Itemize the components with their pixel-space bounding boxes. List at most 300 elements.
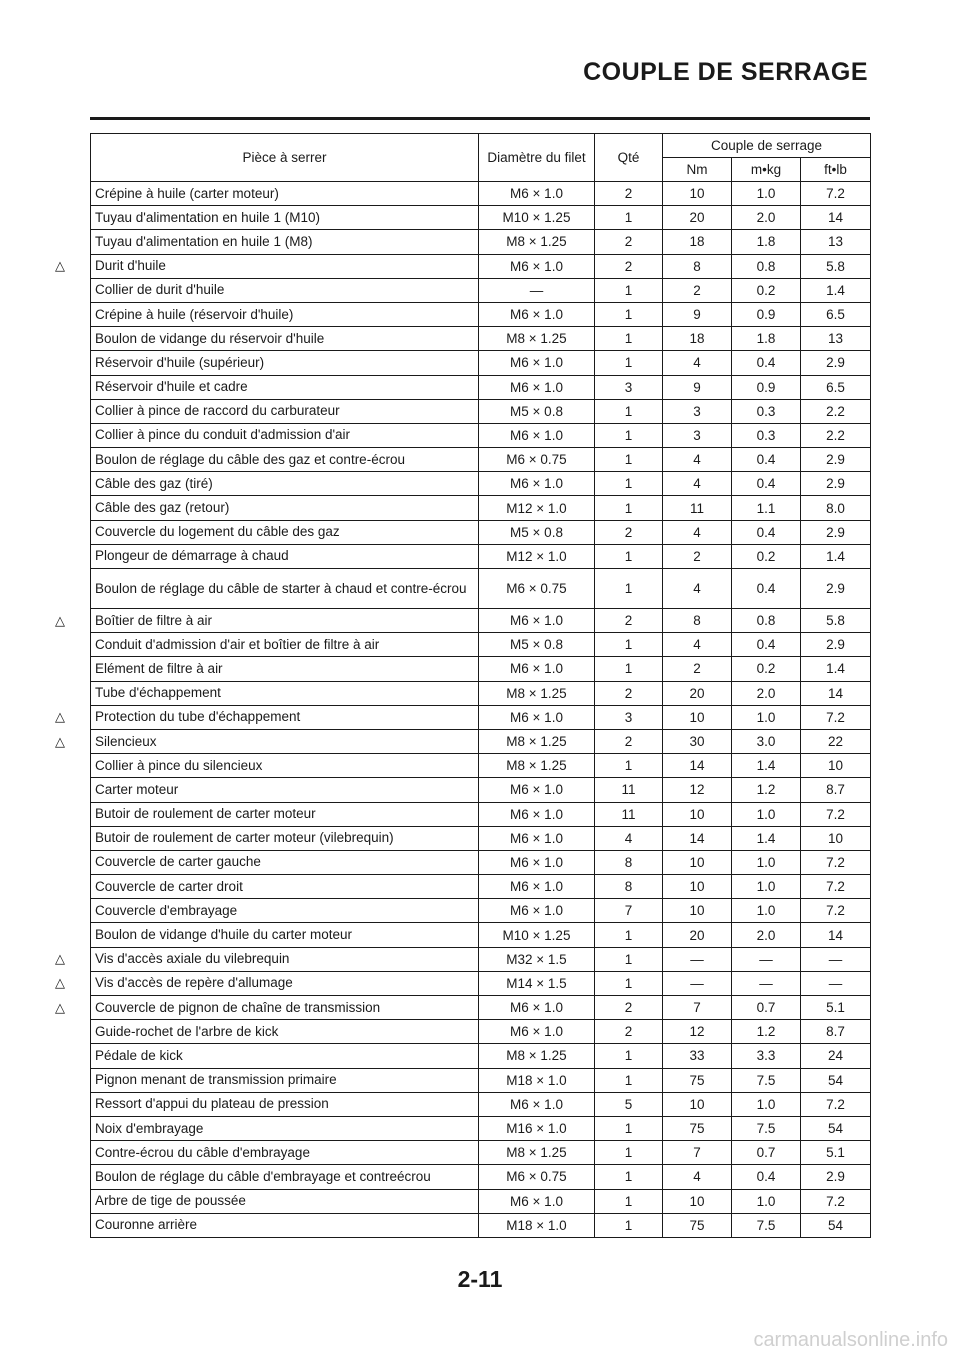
table-row bbox=[91, 681, 871, 705]
ftlb-cell: 5.8 bbox=[801, 254, 871, 278]
mkg-cell: 0.4 bbox=[732, 448, 801, 472]
ftlb-cell: — bbox=[801, 947, 871, 971]
qty-cell: 1 bbox=[595, 657, 663, 681]
table-row bbox=[91, 754, 871, 778]
part-name: Collier à pince de raccord du carburateur bbox=[95, 403, 340, 419]
nm-cell: 8 bbox=[663, 254, 732, 278]
mkg-cell: 1.2 bbox=[732, 778, 801, 802]
table-row bbox=[91, 1141, 871, 1165]
qty-cell: 1 bbox=[595, 423, 663, 447]
thread-cell: M12 × 1.0 bbox=[479, 496, 595, 520]
table-row bbox=[91, 1092, 871, 1116]
ftlb-cell: 14 bbox=[801, 681, 871, 705]
table-row bbox=[91, 351, 871, 375]
part-name-cell bbox=[91, 1213, 479, 1237]
col-header-qty: Qté bbox=[595, 134, 663, 182]
mkg-cell: 0.4 bbox=[732, 569, 801, 609]
ftlb-cell: 2.9 bbox=[801, 569, 871, 609]
nm-cell: 10 bbox=[663, 875, 732, 899]
part-name-cell bbox=[55, 609, 479, 633]
nm-cell: 4 bbox=[663, 351, 732, 375]
part-name-cell bbox=[55, 729, 479, 753]
qty-cell: 1 bbox=[595, 971, 663, 995]
part-name: Tube d'échappement bbox=[95, 685, 221, 701]
nm-cell: 4 bbox=[663, 1165, 732, 1189]
mkg-cell: 1.0 bbox=[732, 1189, 801, 1213]
part-name-cell bbox=[91, 850, 479, 874]
table-row bbox=[91, 1213, 871, 1237]
nm-cell: 3 bbox=[663, 423, 732, 447]
part-name-cell bbox=[91, 472, 479, 496]
nm-cell: 12 bbox=[663, 1020, 732, 1044]
qty-cell: 2 bbox=[595, 681, 663, 705]
ftlb-cell: 24 bbox=[801, 1044, 871, 1068]
ftlb-cell: 5.1 bbox=[801, 1141, 871, 1165]
nm-cell: 10 bbox=[663, 705, 732, 729]
table-row bbox=[91, 569, 871, 609]
col-header-ftlb: ft•lb bbox=[801, 158, 871, 182]
ftlb-cell: 54 bbox=[801, 1213, 871, 1237]
thread-cell: M6 × 1.0 bbox=[479, 375, 595, 399]
qty-cell: 1 bbox=[595, 1068, 663, 1092]
mkg-cell: 1.2 bbox=[732, 1020, 801, 1044]
thread-cell: M10 × 1.25 bbox=[479, 923, 595, 947]
part-name-cell bbox=[91, 1044, 479, 1068]
ftlb-cell: 2.9 bbox=[801, 1165, 871, 1189]
thread-cell: M5 × 0.8 bbox=[479, 633, 595, 657]
part-name: Guide-rochet de l'arbre de kick bbox=[95, 1023, 279, 1039]
nm-cell: 10 bbox=[663, 1189, 732, 1213]
mkg-cell: 2.0 bbox=[732, 923, 801, 947]
mkg-cell: 0.2 bbox=[732, 278, 801, 302]
ftlb-cell: 7.2 bbox=[801, 182, 871, 206]
nm-cell: 11 bbox=[663, 496, 732, 520]
part-name-cell bbox=[91, 230, 479, 254]
mkg-cell: 3.3 bbox=[732, 1044, 801, 1068]
ftlb-cell: 2.9 bbox=[801, 520, 871, 544]
part-name: Pignon menant de transmission primaire bbox=[95, 1072, 337, 1088]
table-row bbox=[91, 302, 871, 326]
part-name: Couvercle de pignon de chaîne de transmission bbox=[95, 999, 381, 1015]
part-name: Boulon de réglage du câble de starter à chaud et contre-écrou bbox=[95, 580, 467, 596]
part-name: Câble des gaz (retour) bbox=[95, 500, 230, 516]
mkg-cell: 1.0 bbox=[732, 899, 801, 923]
part-name-cell bbox=[91, 899, 479, 923]
qty-cell: 2 bbox=[595, 729, 663, 753]
triangle-mark-icon: △ bbox=[55, 975, 65, 991]
thread-cell: M6 × 0.75 bbox=[479, 569, 595, 609]
nm-cell: 20 bbox=[663, 923, 732, 947]
mkg-cell: — bbox=[732, 971, 801, 995]
nm-cell: 4 bbox=[663, 472, 732, 496]
qty-cell: 1 bbox=[595, 1213, 663, 1237]
ftlb-cell: 1.4 bbox=[801, 657, 871, 681]
table-row bbox=[91, 1044, 871, 1068]
col-header-mkg: m•kg bbox=[732, 158, 801, 182]
qty-cell: 1 bbox=[595, 206, 663, 230]
mkg-cell: 1.4 bbox=[732, 826, 801, 850]
table-row bbox=[91, 996, 871, 1020]
mkg-cell: 2.0 bbox=[732, 206, 801, 230]
part-name-cell bbox=[91, 923, 479, 947]
thread-cell: M6 × 1.0 bbox=[479, 899, 595, 923]
mkg-cell: 1.0 bbox=[732, 705, 801, 729]
part-name: Couvercle de carter droit bbox=[95, 878, 243, 894]
mkg-cell: 3.0 bbox=[732, 729, 801, 753]
table-row bbox=[91, 1189, 871, 1213]
thread-cell: M6 × 1.0 bbox=[479, 778, 595, 802]
part-name-cell bbox=[91, 544, 479, 568]
qty-cell: 1 bbox=[595, 1141, 663, 1165]
qty-cell: 3 bbox=[595, 375, 663, 399]
qty-cell: 8 bbox=[595, 875, 663, 899]
nm-cell: 10 bbox=[663, 802, 732, 826]
mkg-cell: 0.2 bbox=[732, 657, 801, 681]
qty-cell: 7 bbox=[595, 899, 663, 923]
ftlb-cell: — bbox=[801, 971, 871, 995]
thread-cell: M8 × 1.25 bbox=[479, 1044, 595, 1068]
mkg-cell: 1.0 bbox=[732, 802, 801, 826]
table-row bbox=[91, 472, 871, 496]
thread-cell: M6 × 1.0 bbox=[479, 850, 595, 874]
ftlb-cell: 5.8 bbox=[801, 609, 871, 633]
mkg-cell: 1.0 bbox=[732, 182, 801, 206]
qty-cell: 2 bbox=[595, 182, 663, 206]
mkg-cell: 1.1 bbox=[732, 496, 801, 520]
qty-cell: 1 bbox=[595, 278, 663, 302]
mkg-cell: 0.8 bbox=[732, 254, 801, 278]
page-number: 2-11 bbox=[457, 1266, 503, 1292]
triangle-mark-icon: △ bbox=[55, 612, 65, 628]
qty-cell: 1 bbox=[595, 569, 663, 609]
part-name: Plongeur de démarrage à chaud bbox=[95, 548, 289, 564]
table-row bbox=[91, 850, 871, 874]
ftlb-cell: 14 bbox=[801, 206, 871, 230]
mkg-cell: 0.9 bbox=[732, 375, 801, 399]
table-row bbox=[91, 875, 871, 899]
ftlb-cell: 14 bbox=[801, 923, 871, 947]
thread-cell: M6 × 1.0 bbox=[479, 1092, 595, 1116]
table-row bbox=[91, 230, 871, 254]
part-name-cell bbox=[91, 754, 479, 778]
mkg-cell: 1.8 bbox=[732, 327, 801, 351]
ftlb-cell: 10 bbox=[801, 826, 871, 850]
ftlb-cell: 8.0 bbox=[801, 496, 871, 520]
part-name-cell bbox=[91, 569, 479, 609]
part-name: Collier de durit d'huile bbox=[95, 282, 225, 298]
part-name-cell bbox=[91, 1165, 479, 1189]
col-header-thread: Diamètre du filet bbox=[479, 134, 595, 182]
ftlb-cell: 7.2 bbox=[801, 1189, 871, 1213]
part-name: Arbre de tige de poussée bbox=[95, 1193, 246, 1209]
qty-cell: 1 bbox=[595, 947, 663, 971]
nm-cell: 75 bbox=[663, 1116, 732, 1140]
ftlb-cell: 2.9 bbox=[801, 472, 871, 496]
qty-cell: 1 bbox=[595, 351, 663, 375]
part-name-cell bbox=[91, 206, 479, 230]
thread-cell: M6 × 1.0 bbox=[479, 705, 595, 729]
table-body bbox=[55, 182, 871, 1238]
qty-cell: 1 bbox=[595, 472, 663, 496]
nm-cell: 4 bbox=[663, 633, 732, 657]
qty-cell: 1 bbox=[595, 923, 663, 947]
qty-cell: 11 bbox=[595, 778, 663, 802]
thread-cell: M6 × 1.0 bbox=[479, 875, 595, 899]
mkg-cell: 7.5 bbox=[732, 1213, 801, 1237]
thread-cell: M10 × 1.25 bbox=[479, 206, 595, 230]
ftlb-cell: 7.2 bbox=[801, 802, 871, 826]
ftlb-cell: 2.9 bbox=[801, 351, 871, 375]
table-row bbox=[91, 375, 871, 399]
ftlb-cell: 1.4 bbox=[801, 278, 871, 302]
table-row bbox=[91, 1068, 871, 1092]
thread-cell: M6 × 1.0 bbox=[479, 254, 595, 278]
ftlb-cell: 1.4 bbox=[801, 544, 871, 568]
mkg-cell: 1.8 bbox=[732, 230, 801, 254]
triangle-mark-icon: △ bbox=[55, 999, 65, 1015]
part-name-cell bbox=[91, 182, 479, 206]
part-name: Silencieux bbox=[95, 733, 157, 749]
mkg-cell: 7.5 bbox=[732, 1068, 801, 1092]
part-name-cell bbox=[91, 423, 479, 447]
qty-cell: 1 bbox=[595, 327, 663, 351]
part-name: Boulon de réglage du câble des gaz et contre-écrou bbox=[95, 451, 405, 467]
qty-cell: 2 bbox=[595, 254, 663, 278]
qty-cell: 1 bbox=[595, 1165, 663, 1189]
part-name: Collier à pince du conduit d'admission d'air bbox=[95, 427, 351, 443]
nm-cell: 30 bbox=[663, 729, 732, 753]
qty-cell: 11 bbox=[595, 802, 663, 826]
nm-cell: 9 bbox=[663, 302, 732, 326]
thread-cell: M8 × 1.25 bbox=[479, 729, 595, 753]
qty-cell: 8 bbox=[595, 850, 663, 874]
qty-cell: 2 bbox=[595, 230, 663, 254]
table-row bbox=[91, 705, 871, 729]
part-name-cell bbox=[91, 633, 479, 657]
nm-cell: 10 bbox=[663, 899, 732, 923]
part-name: Butoir de roulement de carter moteur bbox=[95, 806, 316, 822]
qty-cell: 1 bbox=[595, 302, 663, 326]
part-name-cell bbox=[91, 351, 479, 375]
nm-cell: 75 bbox=[663, 1068, 732, 1092]
thread-cell: — bbox=[479, 278, 595, 302]
part-name: Collier à pince du silencieux bbox=[95, 757, 263, 773]
mkg-cell: 1.0 bbox=[732, 875, 801, 899]
qty-cell: 4 bbox=[595, 826, 663, 850]
part-name: Vis d'accès de repère d'allumage bbox=[95, 975, 293, 991]
mkg-cell: 0.4 bbox=[732, 1165, 801, 1189]
triangle-mark-icon: △ bbox=[55, 733, 65, 749]
table-row bbox=[91, 923, 871, 947]
table-row bbox=[91, 496, 871, 520]
table-row bbox=[91, 947, 871, 971]
part-name-cell bbox=[91, 657, 479, 681]
part-name: Boulon de vidange d'huile du carter moteur bbox=[95, 927, 352, 943]
thread-cell: M6 × 1.0 bbox=[479, 996, 595, 1020]
part-name-cell bbox=[91, 1020, 479, 1044]
part-name-cell bbox=[55, 254, 479, 278]
part-name-cell bbox=[91, 1116, 479, 1140]
part-name-cell bbox=[91, 1141, 479, 1165]
thread-cell: M8 × 1.25 bbox=[479, 230, 595, 254]
part-name: Contre-écrou du câble d'embrayage bbox=[95, 1144, 310, 1160]
table-row bbox=[91, 826, 871, 850]
part-name-cell bbox=[55, 971, 479, 995]
table-row bbox=[91, 778, 871, 802]
nm-cell: 18 bbox=[663, 327, 732, 351]
mkg-cell: 0.3 bbox=[732, 423, 801, 447]
table-row bbox=[91, 1020, 871, 1044]
qty-cell: 3 bbox=[595, 705, 663, 729]
nm-cell: 10 bbox=[663, 850, 732, 874]
nm-cell: 2 bbox=[663, 657, 732, 681]
part-name-cell bbox=[91, 826, 479, 850]
thread-cell: M6 × 1.0 bbox=[479, 302, 595, 326]
part-name: Câble des gaz (tiré) bbox=[95, 475, 213, 491]
part-name-cell bbox=[91, 278, 479, 302]
ftlb-cell: 10 bbox=[801, 754, 871, 778]
mkg-cell: 0.4 bbox=[732, 633, 801, 657]
part-name: Boulon de réglage du câble d'embrayage et contreécrou bbox=[95, 1168, 431, 1184]
thread-cell: M32 × 1.5 bbox=[479, 947, 595, 971]
mkg-cell: — bbox=[732, 947, 801, 971]
ftlb-cell: 54 bbox=[801, 1068, 871, 1092]
mkg-cell: 0.9 bbox=[732, 302, 801, 326]
qty-cell: 5 bbox=[595, 1092, 663, 1116]
part-name: Tuyau d'alimentation en huile 1 (M8) bbox=[95, 233, 313, 249]
part-name: Noix d'embrayage bbox=[95, 1120, 204, 1136]
ftlb-cell: 7.2 bbox=[801, 705, 871, 729]
part-name-cell bbox=[91, 1092, 479, 1116]
qty-cell: 1 bbox=[595, 754, 663, 778]
ftlb-cell: 7.2 bbox=[801, 850, 871, 874]
triangle-mark-icon: △ bbox=[55, 258, 65, 274]
thread-cell: M6 × 1.0 bbox=[479, 182, 595, 206]
thread-cell: M8 × 1.25 bbox=[479, 681, 595, 705]
thread-cell: M5 × 0.8 bbox=[479, 399, 595, 423]
part-name: Protection du tube d'échappement bbox=[95, 709, 301, 725]
table-row bbox=[91, 278, 871, 302]
ftlb-cell: 2.2 bbox=[801, 423, 871, 447]
part-name: Elément de filtre à air bbox=[95, 660, 223, 676]
thread-cell: M6 × 1.0 bbox=[479, 802, 595, 826]
nm-cell: 10 bbox=[663, 182, 732, 206]
thread-cell: M5 × 0.8 bbox=[479, 520, 595, 544]
mkg-cell: 7.5 bbox=[732, 1116, 801, 1140]
nm-cell: 20 bbox=[663, 206, 732, 230]
ftlb-cell: 2.9 bbox=[801, 633, 871, 657]
thread-cell: M6 × 1.0 bbox=[479, 609, 595, 633]
mkg-cell: 0.2 bbox=[732, 544, 801, 568]
triangle-mark-icon: △ bbox=[55, 709, 65, 725]
part-name-cell bbox=[91, 681, 479, 705]
qty-cell: 1 bbox=[595, 496, 663, 520]
part-name: Boîtier de filtre à air bbox=[95, 612, 213, 628]
table-row bbox=[91, 399, 871, 423]
thread-cell: M16 × 1.0 bbox=[479, 1116, 595, 1140]
mkg-cell: 0.4 bbox=[732, 351, 801, 375]
ftlb-cell: 54 bbox=[801, 1116, 871, 1140]
part-name-cell bbox=[55, 947, 479, 971]
thread-cell: M6 × 1.0 bbox=[479, 1189, 595, 1213]
part-name-cell bbox=[91, 1189, 479, 1213]
watermark: carmanualsonline.info bbox=[753, 1329, 948, 1351]
table-row bbox=[91, 520, 871, 544]
part-name: Carter moteur bbox=[95, 781, 179, 797]
nm-cell: 14 bbox=[663, 826, 732, 850]
mkg-cell: 2.0 bbox=[732, 681, 801, 705]
table-row bbox=[91, 971, 871, 995]
qty-cell: 2 bbox=[595, 609, 663, 633]
part-name: Réservoir d'huile (supérieur) bbox=[95, 354, 265, 370]
table-row bbox=[91, 802, 871, 826]
part-name: Pédale de kick bbox=[95, 1047, 183, 1063]
part-name-cell bbox=[91, 520, 479, 544]
col-header-part: Pièce à serrer bbox=[91, 134, 479, 182]
thread-cell: M6 × 1.0 bbox=[479, 423, 595, 447]
nm-cell: 4 bbox=[663, 520, 732, 544]
qty-cell: 2 bbox=[595, 1020, 663, 1044]
qty-cell: 1 bbox=[595, 399, 663, 423]
nm-cell: 75 bbox=[663, 1213, 732, 1237]
part-name: Couvercle d'embrayage bbox=[95, 902, 238, 918]
ftlb-cell: 7.2 bbox=[801, 899, 871, 923]
qty-cell: 1 bbox=[595, 544, 663, 568]
nm-cell: 4 bbox=[663, 569, 732, 609]
torque-table bbox=[55, 133, 871, 1238]
ftlb-cell: 6.5 bbox=[801, 375, 871, 399]
thread-cell: M18 × 1.0 bbox=[479, 1213, 595, 1237]
thread-cell: M6 × 1.0 bbox=[479, 657, 595, 681]
qty-cell: 1 bbox=[595, 633, 663, 657]
nm-cell: 12 bbox=[663, 778, 732, 802]
nm-cell: 3 bbox=[663, 399, 732, 423]
ftlb-cell: 8.7 bbox=[801, 1020, 871, 1044]
ftlb-cell: 2.2 bbox=[801, 399, 871, 423]
part-name: Durit d'huile bbox=[95, 258, 166, 274]
part-name: Couvercle du logement du câble des gaz bbox=[95, 524, 340, 540]
ftlb-cell: 13 bbox=[801, 327, 871, 351]
nm-cell: 7 bbox=[663, 1141, 732, 1165]
qty-cell: 1 bbox=[595, 1044, 663, 1068]
nm-cell: 9 bbox=[663, 375, 732, 399]
table-row bbox=[91, 1165, 871, 1189]
mkg-cell: 1.0 bbox=[732, 1092, 801, 1116]
thread-cell: M6 × 1.0 bbox=[479, 1020, 595, 1044]
qty-cell: 2 bbox=[595, 996, 663, 1020]
table-row bbox=[91, 254, 871, 278]
table-row bbox=[91, 729, 871, 753]
table-row bbox=[91, 633, 871, 657]
col-header-nm: Nm bbox=[663, 158, 732, 182]
thread-cell: M6 × 0.75 bbox=[479, 1165, 595, 1189]
part-name-cell bbox=[91, 778, 479, 802]
part-name-cell bbox=[91, 802, 479, 826]
nm-cell: — bbox=[663, 947, 732, 971]
nm-cell: 4 bbox=[663, 448, 732, 472]
table-row bbox=[91, 448, 871, 472]
table-row bbox=[91, 1116, 871, 1140]
thread-cell: M8 × 1.25 bbox=[479, 1141, 595, 1165]
part-name-cell bbox=[91, 875, 479, 899]
mkg-cell: 0.4 bbox=[732, 472, 801, 496]
ftlb-cell: 6.5 bbox=[801, 302, 871, 326]
ftlb-cell: 2.9 bbox=[801, 448, 871, 472]
thread-cell: M18 × 1.0 bbox=[479, 1068, 595, 1092]
thread-cell: M14 × 1.5 bbox=[479, 971, 595, 995]
part-name-cell bbox=[55, 705, 479, 729]
table-row bbox=[91, 657, 871, 681]
